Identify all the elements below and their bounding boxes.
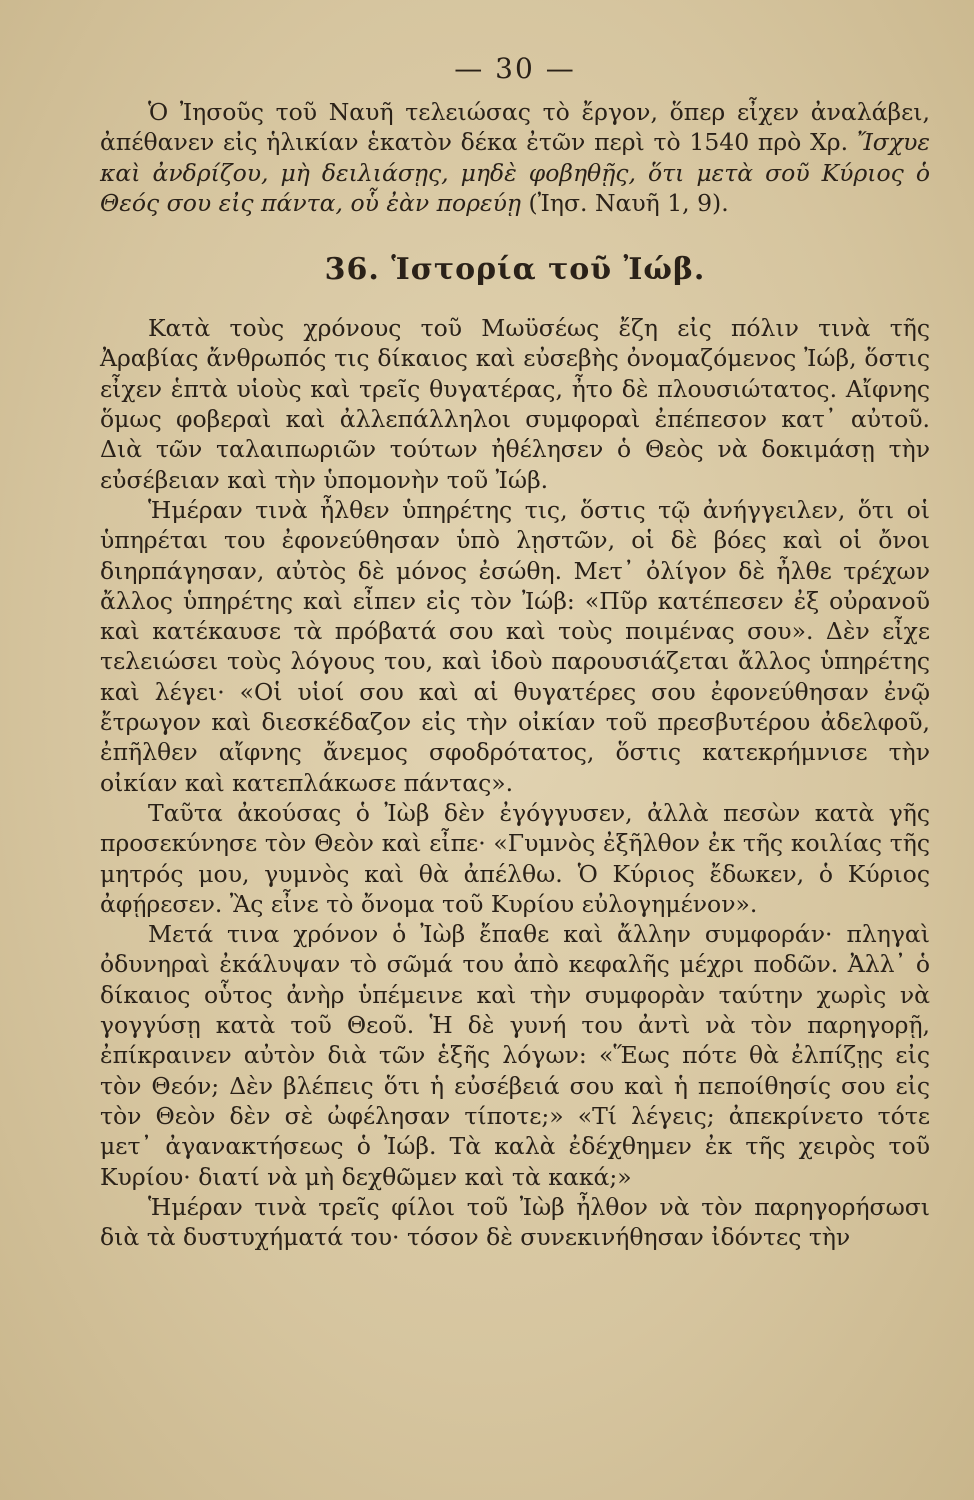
intro-reference: (Ἰησ. Ναυῆ 1, 9).	[521, 188, 729, 217]
book-page	[100, 52, 930, 1252]
intro-text: Ὁ Ἰησοῦς τοῦ Ναυῆ τελειώσας τὸ ἔργον, ὅπερ εἶχεν ἀναλάβει, ἀπέθανεν εἰς ἡλικίαν ἑκατὸν δέκα ἐτῶν περὶ τὸ 1540 πρὸ Χρ.	[100, 98, 930, 157]
page-number: — 30 —	[454, 52, 576, 85]
paragraph-2: Ἡμέραν τινὰ ἦλθεν ὑπηρέτης τις, ὅστις τῷ ἀνήγγειλεν, ὅτι οἱ ὑπηρέται του ἐφονεύθησαν ὑπὸ λῃστῶν, οἱ δὲ βόες καὶ οἱ ὄνοι διηρπάγησαν, αὐτὸς δὲ μόνος ἐσώθη. Μετ᾽ ὀλίγον δὲ ἦλθε τρέχων ἄλλος ὑπηρέτης καὶ εἶπεν εἰς τὸν Ἰώβ: «Πῦρ κατέπεσεν ἐξ οὐρανοῦ καὶ κατέκαυσε τὰ πρόβατά σου καὶ τοὺς ποιμένας σου». Δὲν εἶχε τελειώσει τοὺς λόγους του, καὶ ἰδοὺ παρουσιάζεται ἄλλος ὑπηρέτης καὶ λέγει· «Οἱ υἱοί σου καὶ αἱ θυγατέρες σου ἐφονεύθησαν ἐνῷ ἔτρωγον καὶ διεσκέδαζον εἰς τὴν οἰκίαν τοῦ πρεσβυτέρου ἀδελφοῦ, ἐπῆλθεν αἴφνης ἄνεμος σφοδρότατος, ὅστις κατεκρήμνισε τὴν οἰκίαν καὶ κατεπλάκωσε πάντας».	[100, 495, 930, 797]
paragraph-5: Ἡμέραν τινὰ τρεῖς φίλοι τοῦ Ἰὼβ ἦλθον νὰ τὸν παρηγορήσωσι διὰ τὰ δυστυχήματά του· τόσον δὲ συνεκινήθησαν ἰδόντες τὴν	[100, 1192, 930, 1252]
paragraph-1: Κατὰ τοὺς χρόνους τοῦ Μωϋσέως ἔζη εἰς πόλιν τινὰ τῆς Ἀραβίας ἄνθρωπός τις δίκαιος καὶ εὐσεβὴς ὀνομαζόμενος Ἰώβ, ὅστις εἶχεν ἑπτὰ υἱοὺς καὶ τρεῖς θυγατέρας, ἦτο δὲ πλουσιώτατος. Αἴφνης ὅμως φοβεραὶ καὶ ἀλλεπάλληλοι συμφοραὶ ἐπέπεσον κατ᾽ αὐτοῦ. Διὰ τῶν ταλαιπωριῶν τούτων ἠθέλησεν ὁ Θεὸς νὰ δοκιμάσῃ τὴν εὐσέβειαν καὶ τὴν ὑπομονὴν τοῦ Ἰώβ.	[100, 314, 930, 494]
paragraph-3: Ταῦτα ἀκούσας ὁ Ἰὼβ δὲν ἐγόγγυσεν, ἀλλὰ πεσὼν κατὰ γῆς προσεκύνησε τὸν Θεὸν καὶ εἶπε· «Γυμνὸς ἐξῆλθον ἐκ τῆς κοιλίας τῆς μητρός μου, γυμνὸς καὶ θὰ ἀπέλθω. Ὁ Κύριος ἔδωκεν, ὁ Κύριος ἀφῄρεσεν. Ἂς εἶνε τὸ ὄνομα τοῦ Κυρίου εὐλογημένον».	[100, 798, 930, 918]
intro-paragraph	[100, 97, 930, 218]
paragraph-4: Μετά τινα χρόνον ὁ Ἰὼβ ἔπαθε καὶ ἄλλην συμφοράν· πληγαὶ ὀδυνηραὶ ἐκάλυψαν τὸ σῶμά του ἀπὸ κεφαλῆς μέχρι ποδῶν. Ἀλλ᾽ ὁ δίκαιος οὗτος ἀνὴρ ὑπέμεινε καὶ τὴν συμφορὰν ταύτην χωρὶς νὰ γογγύσῃ κατὰ τοῦ Θεοῦ. Ἡ δὲ γυνή του ἀντὶ νὰ τὸν παρηγορῇ, ἐπίκραινεν αὐτὸν διὰ τῶν ἑξῆς λόγων: «Ἕως πότε θὰ ἐλπίζῃς εἰς τὸν Θεόν; Δὲν βλέπεις ὅτι ἡ εὐσέβειά σου καὶ ἡ πεποίθησίς σου εἰς τὸν Θεὸν δὲν σὲ ὠφέλησαν τίποτε;» «Τί λέγεις; ἀπεκρίνετο τότε μετ᾽ ἀγανακτήσεως ὁ Ἰώβ. Τὰ καλὰ ἐδέχθημεν ἐκ τῆς χειρὸς τοῦ Κυρίου· διατί νὰ μὴ δεχθῶμεν καὶ τὰ κακά;»	[100, 920, 930, 1191]
section-heading: 36. Ἱστορία τοῦ Ἰώβ.	[324, 252, 706, 288]
intro-quote: Ἴσχυε καὶ ἀνδρίζου, μὴ δειλιάσῃς, μηδὲ φοβηθῇς, ὅτι μετὰ σοῦ Κύριος ὁ Θεός σου εἰς πάντα, οὗ ἐὰν πορεύῃ	[100, 128, 930, 217]
